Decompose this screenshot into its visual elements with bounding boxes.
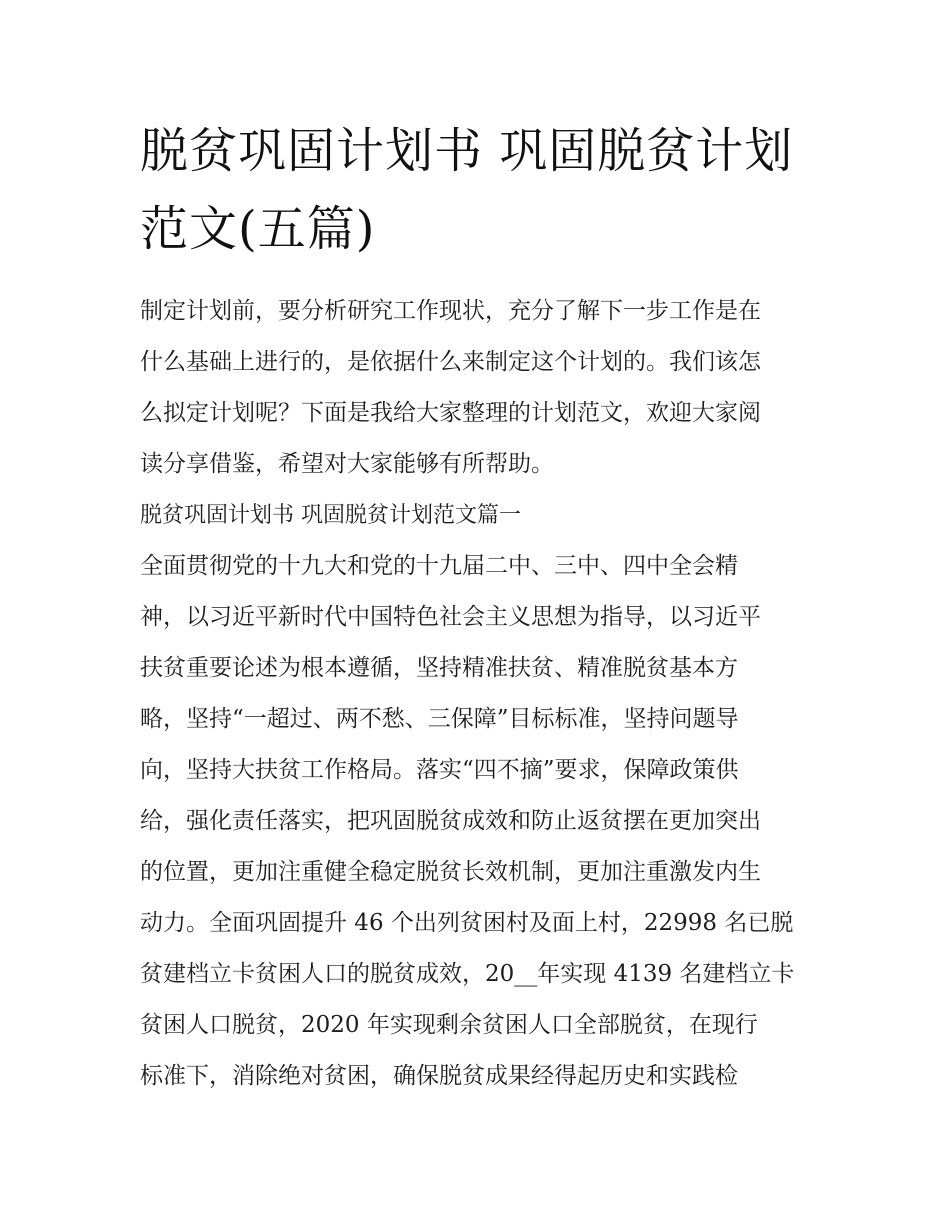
intro-paragraph <box>140 286 812 490</box>
section-line: 贫建档立卡贫困人口的脱贫成效，20__年实现 4139 名建档立卡 <box>140 961 795 987</box>
document-page <box>140 112 812 1102</box>
section-heading: 脱贫巩固计划书 巩固脱贫计划范文篇一 <box>140 503 521 528</box>
section-line: 向，坚持大扶贫工作格局。落实“四不摘”要求，保障政策供 <box>140 757 739 783</box>
section-line: 扶贫重要论述为根本遵循，坚持精准扶贫、精准脱贫基本方 <box>140 655 738 681</box>
title-line-1: 脱贫巩固计划书 巩固脱贫计划 <box>140 123 794 179</box>
section-line: 标准下，消除绝对贫困，确保脱贫成果经得起历史和实践检 <box>140 1063 738 1089</box>
intro-line: 什么基础上进行的，是依据什么来制定这个计划的。我们该怎 <box>140 349 761 375</box>
section-line: 的位置，更加注重健全稳定脱贫长效机制，更加注重激发内生 <box>140 859 761 885</box>
intro-line: 制定计划前，要分析研究工作现状，充分了解下一步工作是在 <box>140 298 761 324</box>
section-line: 略，坚持“一超过、两不愁、三保障”目标标准，坚持问题导 <box>140 706 739 732</box>
document-body <box>140 286 812 1102</box>
document-title <box>140 112 812 268</box>
title-line-2: 范文(五篇) <box>140 201 376 257</box>
section-line: 贫困人口脱贫，2020 年实现剩余贫困人口全部脱贫，在现行 <box>140 1012 758 1038</box>
section-line: 给，强化责任落实，把巩固脱贫成效和防止返贫摆在更加突出 <box>140 808 761 834</box>
section-line: 动力。全面巩固提升 46 个出列贫困村及面上村，22998 名已脱 <box>140 910 794 936</box>
intro-line: 读分享借鉴，希望对大家能够有所帮助。 <box>140 451 554 477</box>
section-line: 全面贯彻党的十九大和党的十九届二中、三中、四中全会精 <box>140 553 738 579</box>
intro-line: 么拟定计划呢？下面是我给大家整理的计划范文，欢迎大家阅 <box>140 400 761 426</box>
section-line: 神，以习近平新时代中国特色社会主义思想为指导，以习近平 <box>140 604 761 630</box>
section-paragraph <box>140 541 812 1102</box>
